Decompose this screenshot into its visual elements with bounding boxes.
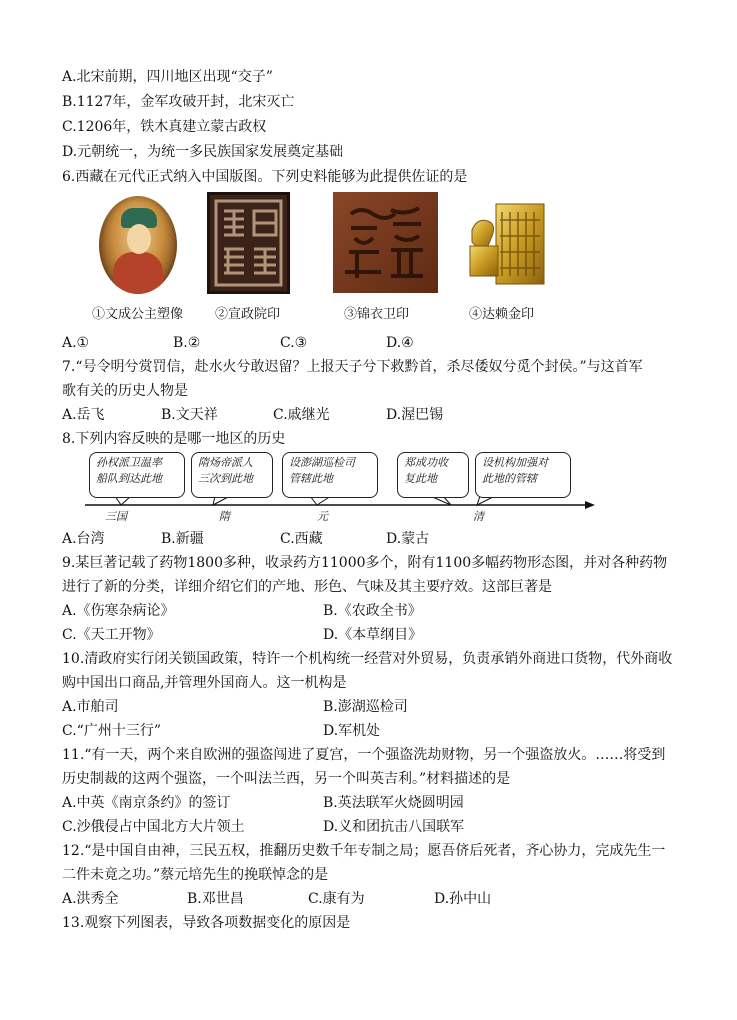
q7-option-c: C.戚继光: [273, 407, 330, 423]
q11-option-c: C.沙俄侵占中国北方大片领土: [62, 819, 245, 835]
q12-option-b: B.邓世昌: [187, 891, 244, 907]
q11-stem-line-2: 历史制裁的这两个强盗，一个叫法兰西，另一个叫英吉利。”材料描述的是: [62, 771, 511, 787]
q6-option-a: A.①: [62, 335, 90, 351]
timeline-tick-yuan: 元: [317, 510, 328, 523]
q12-stem-line-2: 二件未竟之功。”蔡元培先生的挽联悼念的是: [62, 867, 329, 883]
q7-option-a: A.岳飞: [62, 407, 105, 423]
q7-option-b: B.文天祥: [161, 407, 218, 423]
caption-3: ③锦衣卫印: [344, 307, 410, 322]
timeline-bubble-2: 隋炀帝派人 三次到此地: [191, 452, 273, 498]
timeline: [85, 448, 595, 526]
q13-stem: 13.观察下列图表，导致各项数据变化的原因是: [62, 915, 351, 931]
q10-option-d: D.军机处: [323, 723, 381, 739]
q8-option-d: D.蒙古: [386, 531, 430, 547]
q5-option-c: C.1206年，铁木真建立蒙古政权: [62, 119, 267, 135]
q5-option-d: D.元朝统一，为统一多民族国家发展奠定基础: [62, 144, 344, 160]
q9-option-b: B.《农政全书》: [323, 603, 422, 619]
q11-option-a: A.中英《南京条约》的签订: [62, 795, 231, 811]
q10-stem-line-1: 10.清政府实行闭关锁国政策，特许一个机构统一经营对外贸易，负责承销外商进口货物，代外商收: [62, 651, 673, 667]
q10-option-c: C.“广州十三行”: [62, 723, 161, 739]
q10-option-b: B.澎湖巡检司: [323, 699, 408, 715]
caption-1: ①文成公主塑像: [92, 307, 184, 322]
q11-option-d: D.义和团抗击八国联军: [323, 819, 465, 835]
q12-option-a: A.洪秀全: [62, 891, 119, 907]
q8-option-b: B.新疆: [161, 531, 204, 547]
q7-stem-line-2: 歌有关的历史人物是: [62, 383, 188, 399]
timeline-bubble-3: 设澎湖巡检司 管辖此地: [282, 452, 378, 498]
xuanzheng-seal-image: [207, 192, 290, 294]
q6-option-c: C.③: [280, 335, 308, 351]
q8-option-a: A.台湾: [62, 531, 105, 547]
q11-option-b: B.英法联军火烧圆明园: [323, 795, 464, 811]
timeline-bubble-4: 郑成功收 复此地: [397, 452, 469, 498]
timeline-tick-sanguo: 三国: [105, 510, 127, 523]
q9-option-d: D.《本草纲目》: [323, 627, 423, 643]
timeline-bubble-5: 设机构加强对 此地的管辖: [475, 452, 571, 498]
jinyiwei-seal-image: [333, 192, 438, 293]
q12-option-d: D.孙中山: [434, 891, 492, 907]
q9-option-a: A.《伤寒杂病论》: [62, 603, 175, 619]
q9-stem-line-1: 9.某巨著记载了药物1800多种，收录药方11000多个，附有1100多幅药物形态图，并对各种药物: [62, 555, 668, 571]
q7-option-d: D.渥巴锡: [386, 407, 444, 423]
q6-option-d: D.④: [386, 335, 414, 351]
q10-option-a: A.市舶司: [62, 699, 119, 715]
timeline-tick-sui: 隋: [219, 510, 230, 523]
caption-4: ④达赖金印: [469, 307, 535, 322]
dalai-golden-seal-image: [466, 196, 546, 292]
q6-option-b: B.②: [173, 335, 201, 351]
q12-stem-line-1: 12.“是中国自由神，三民五权，推翻历史数千年专制之局；愿吾侪后死者，齐心协力，完成先生一: [62, 843, 666, 859]
q5-option-a: A.北宋前期，四川地区出现“交子”: [62, 69, 273, 85]
q10-stem-line-2: 购中国出口商品,并管理外国商人。这一机构是: [62, 675, 347, 691]
timeline-tick-qing: 清: [473, 510, 484, 523]
q9-stem-line-2: 进行了新的分类，详细介绍它们的产地、形色、气味及其主要疗效。这部巨著是: [62, 579, 552, 595]
q7-stem-line-1: 7.“号令明兮赏罚信，赴水火兮敢迟留？上报天子兮下救黔首，杀尽倭奴兮觅个封侯。”与这首军: [62, 359, 643, 375]
q8-option-c: C.西藏: [280, 531, 323, 547]
q9-option-c: C.《天工开物》: [62, 627, 161, 643]
q8-stem: 8.下列内容反映的是哪一地区的历史: [62, 431, 286, 447]
q5-option-b: B.1127年，金军攻破开封，北宋灭亡: [62, 94, 295, 110]
q12-option-c: C.康有为: [308, 891, 365, 907]
caption-2: ②宣政院印: [215, 307, 281, 322]
timeline-bubble-1: 孙权派卫温率 船队到达此地: [89, 452, 185, 498]
princess-statue-image: [99, 196, 177, 294]
q11-stem-line-1: 11.“有一天，两个来自欧洲的强盗闯进了夏宫，一个强盗洗劫财物，另一个强盗放火。……将受到: [62, 747, 666, 763]
q6-stem: 6.西藏在元代正式纳入中国版图。下列史料能够为此提供佐证的是: [62, 169, 468, 185]
